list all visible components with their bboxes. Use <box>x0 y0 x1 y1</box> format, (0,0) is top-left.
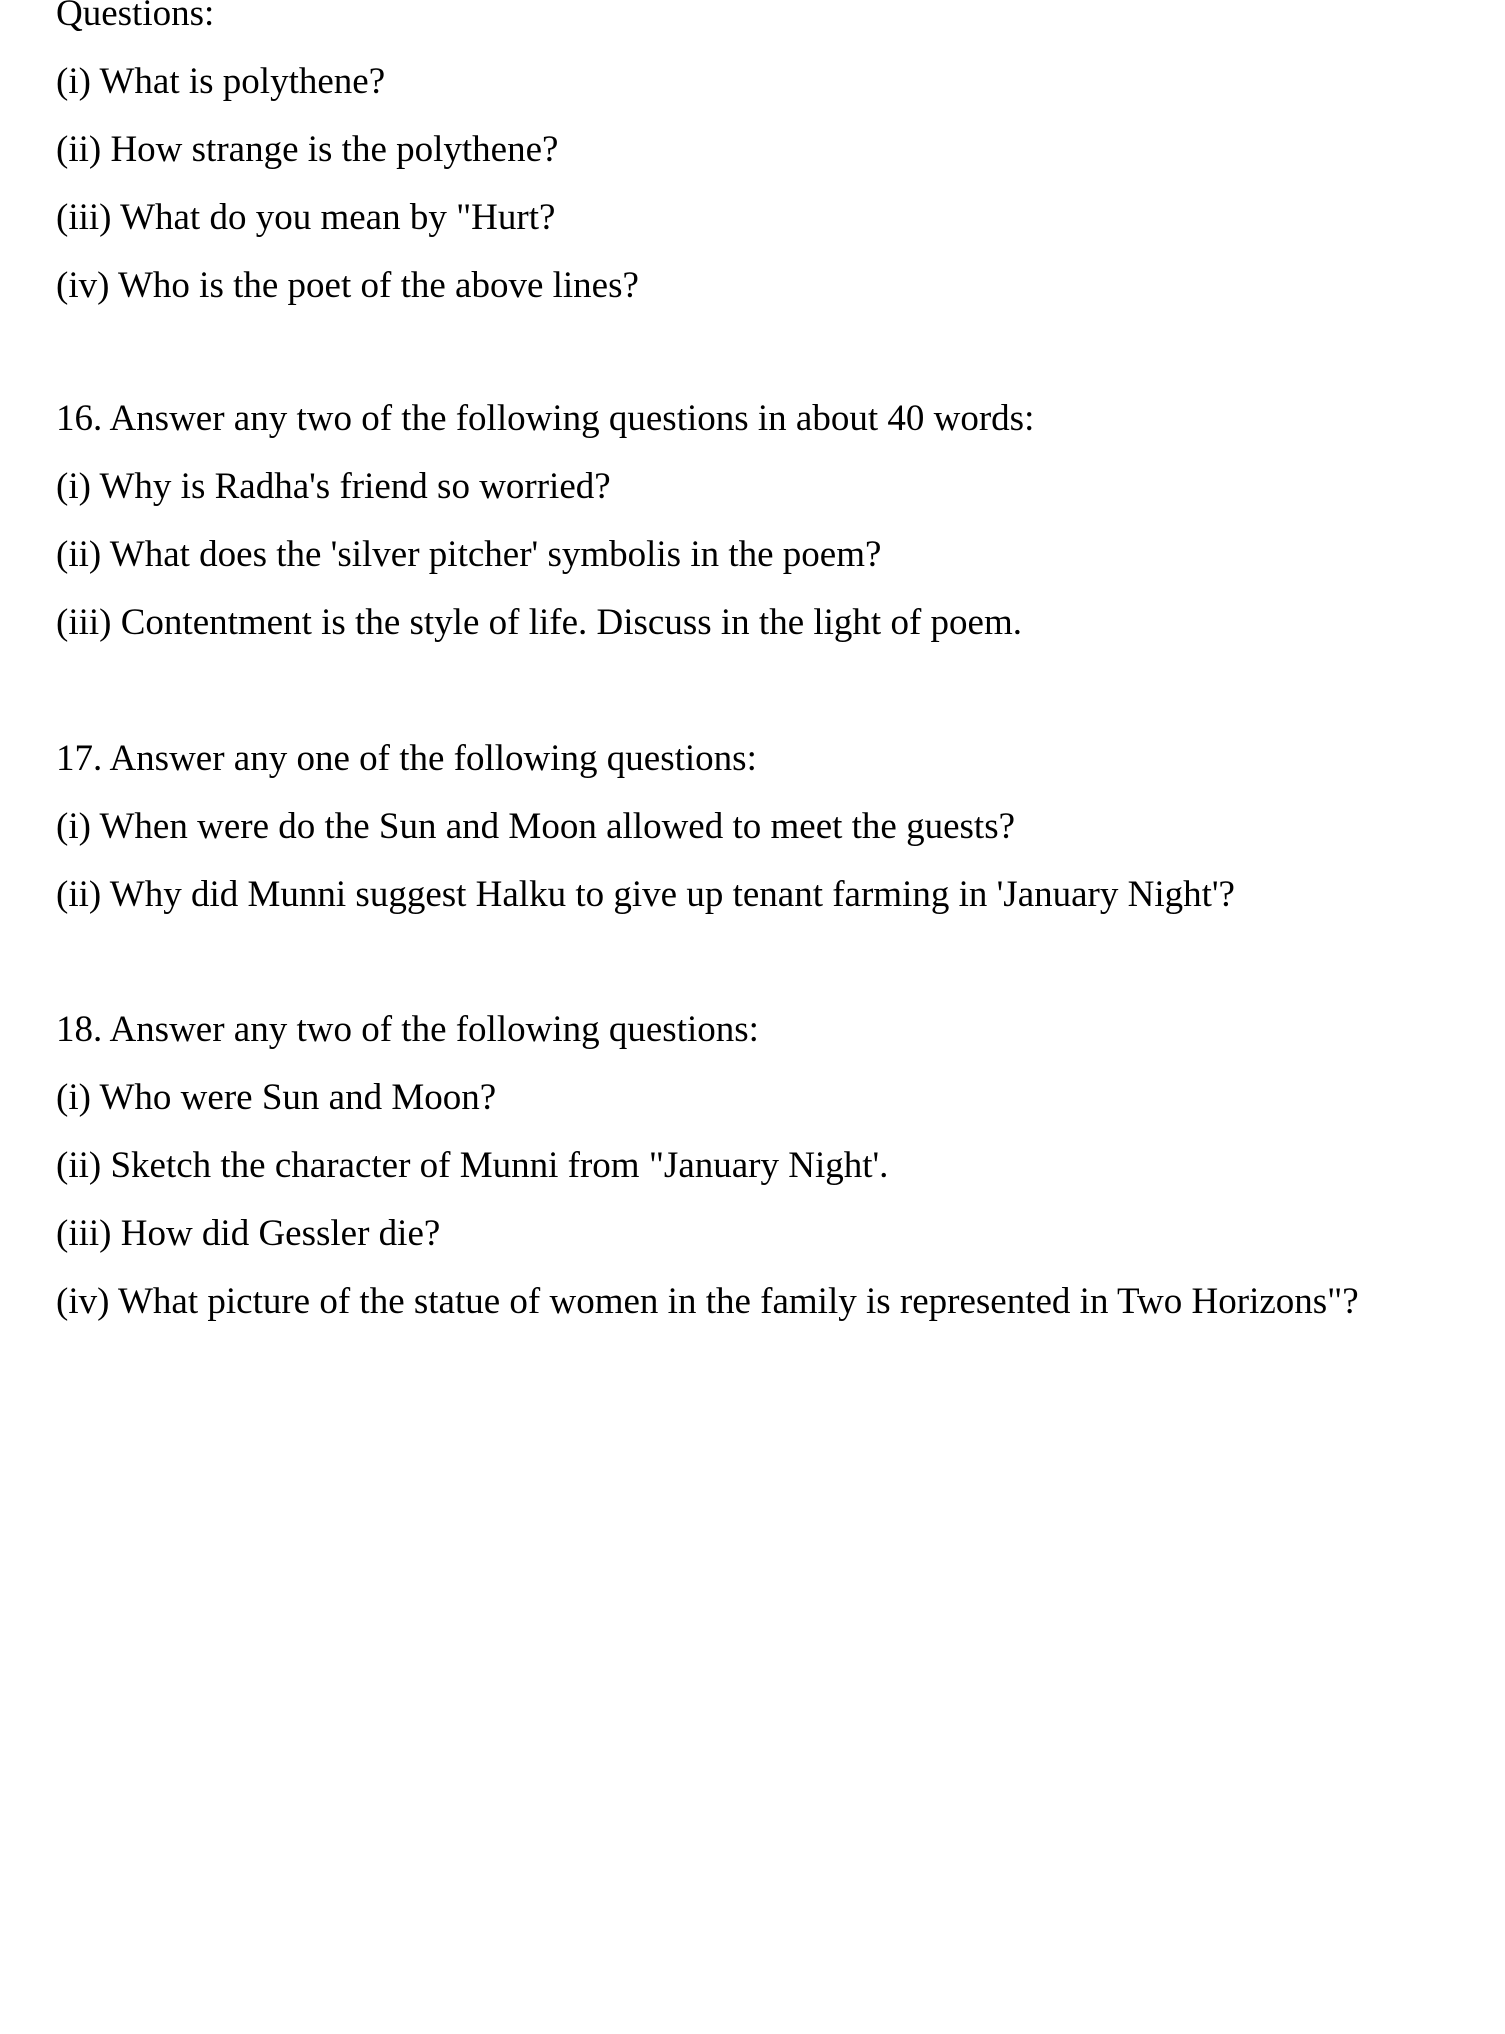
question-18-section <box>56 996 1476 1336</box>
question-item: (iv) Who is the poet of the above lines? <box>56 265 639 306</box>
question-17-section <box>56 725 1476 929</box>
question-item: (iv) What picture of the statue of women in the family is represented in Two Horizons"? <box>56 1281 1359 1322</box>
section-heading: 16. Answer any two of the following questions in about 40 words: <box>56 398 1035 439</box>
question-item: (ii) What does the 'silver pitcher' symbolis in the poem? <box>56 534 882 575</box>
question-16-section <box>56 385 1476 657</box>
questions-section <box>56 0 1476 320</box>
question-item: (i) Who were Sun and Moon? <box>56 1077 497 1118</box>
section-heading: Questions: <box>56 0 215 34</box>
question-item: (iii) What do you mean by "Hurt? <box>56 197 556 238</box>
question-item: (iii) Contentment is the style of life. Discuss in the light of poem. <box>56 602 1022 643</box>
question-item: (i) What is polythene? <box>56 61 386 102</box>
question-item: (ii) How strange is the polythene? <box>56 129 559 170</box>
question-item: (i) Why is Radha's friend so worried? <box>56 466 611 507</box>
question-item: (ii) Why did Munni suggest Halku to give up tenant farming in 'January Night'? <box>56 874 1235 915</box>
section-heading: 18. Answer any two of the following questions: <box>56 1009 759 1050</box>
section-heading: 17. Answer any one of the following questions: <box>56 738 757 779</box>
question-item: (i) When were do the Sun and Moon allowed to meet the guests? <box>56 806 1016 847</box>
question-item: (ii) Sketch the character of Munni from "January Night'. <box>56 1145 889 1186</box>
question-item: (iii) How did Gessler die? <box>56 1213 441 1254</box>
